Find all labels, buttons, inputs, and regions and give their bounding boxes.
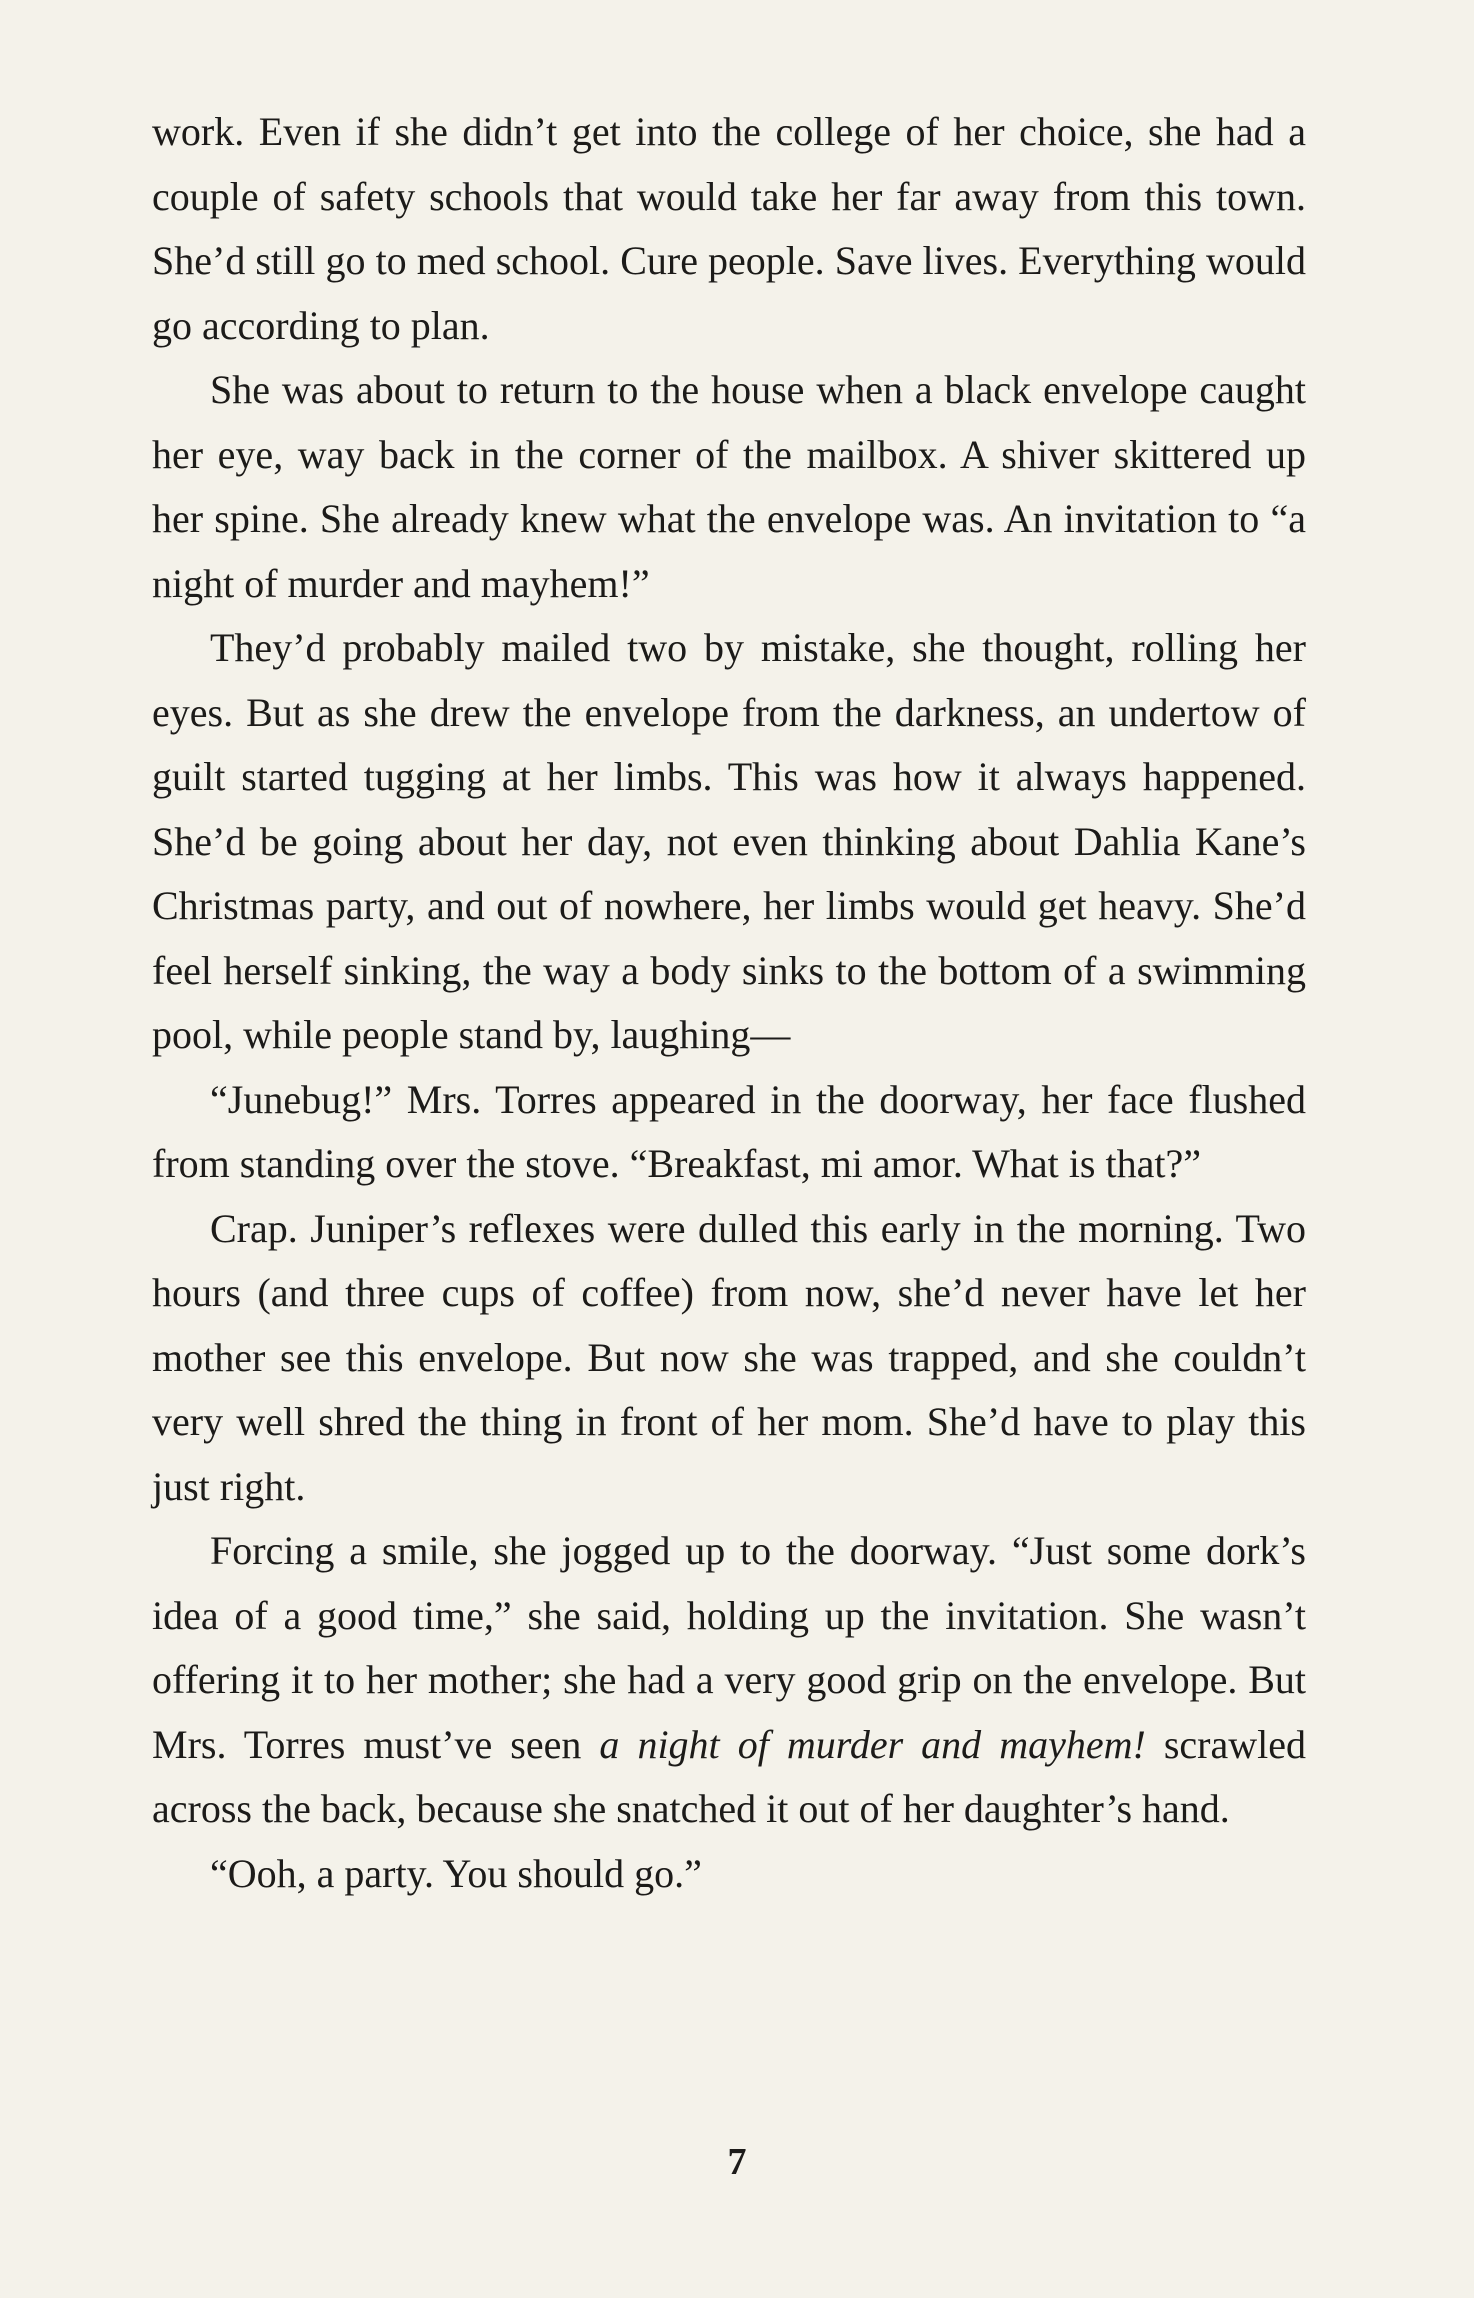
paragraph-6-text-before: Forcing a smile, she jogged up to the doorway. “Just some dork’s idea of a good time,” she said, holding up the invitation. She wasn’t offering it to her mother; she had a very good grip on the envelope. But Mrs. Torres must’ve seen — [152, 1528, 1306, 1767]
paragraph-3: They’d probably mailed two by mistake, she thought, rolling her eyes. But as she drew the envelope from the darkness, an undertow of guilt started tugging at her limbs. This was how it always happened. She’d be going about her day, not even thinking about Dahlia Kane’s Christmas party, and out of nowhere, her limbs would get heavy. She’d feel herself sinking, the way a body sinks to the bottom of a swimming pool, while people stand by, laughing— — [152, 625, 1306, 1057]
paragraph-6 — [152, 1519, 1306, 1842]
paragraph-6-italic-phrase: a night of murder and mayhem! — [599, 1721, 1146, 1767]
paragraph-7: “Ooh, a party. You should go.” — [210, 1850, 702, 1896]
paragraph-5: Crap. Juniper’s reflexes were dulled this early in the morning. Two hours (and three cups of coffee) from now, she’d never have let her mother see this envelope. But now she was trapped, and she couldn’t very well shred the thing in front of her mom. She’d have to play this just right. — [152, 1205, 1306, 1509]
paragraph-4: “Junebug!” Mrs. Torres appeared in the doorway, her face flushed from standing over the stove. “Breakfast, mi amor. What is that?” — [152, 1076, 1306, 1186]
paragraph-2: She was about to return to the house when a black envelope caught her eye, way back in the corner of the mailbox. A shiver skittered up her spine. She already knew what the envelope was. An invitation to “a night of murder and mayhem!” — [152, 367, 1306, 606]
paragraph-6-text-after: scrawled across the back, because she snatched it out of her daughter’s hand. — [152, 1721, 1306, 1831]
page-number: 7 — [727, 2141, 747, 2183]
paragraph-1: work. Even if she didn’t get into the college of her choice, she had a couple of safety schools that would take her far away from this town. She’d still go to med school. Cure people. Save lives. Everything would go according to plan. — [152, 109, 1306, 348]
